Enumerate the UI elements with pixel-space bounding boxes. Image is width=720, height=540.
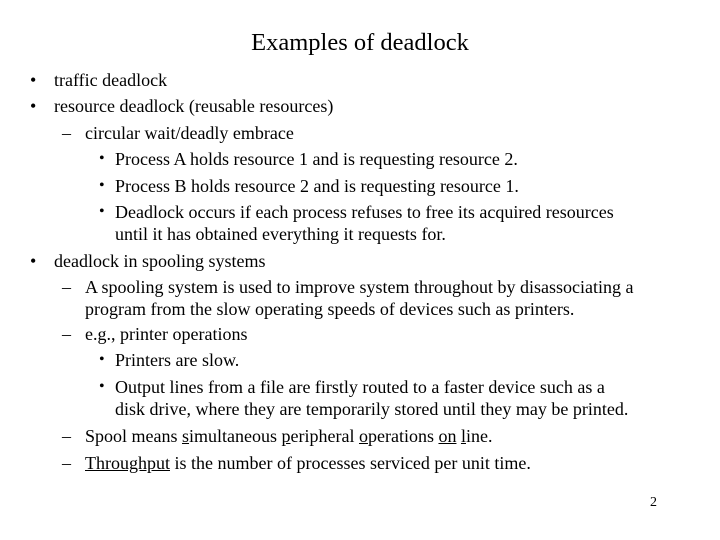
dash-icon: – — [62, 123, 71, 143]
bullet-icon: • — [99, 203, 105, 220]
bullet-icon: • — [99, 378, 105, 395]
list-item-resource-deadlock: resource deadlock (reusable resources) — [54, 96, 334, 116]
list-item-deadlock-occurs-line2: until it has obtained everything it requests for. — [115, 224, 446, 244]
list-item-circular-wait: circular wait/deadly embrace — [85, 123, 294, 143]
list-item-printers-slow: Printers are slow. — [115, 350, 240, 370]
list-item-output-lines-line1: Output lines from a file are firstly routed to a faster device such as a — [115, 377, 605, 397]
dash-icon: – — [62, 324, 71, 344]
bullet-icon: • — [30, 96, 37, 116]
slide-title: Examples of deadlock — [251, 29, 469, 56]
list-item-spooling-system-line2: program from the slow operating speeds of devices such as printers. — [85, 299, 575, 319]
list-item-process-b: Process B holds resource 2 and is requesting resource 1. — [115, 176, 519, 196]
list-item-spooling-deadlock: deadlock in spooling systems — [54, 251, 266, 271]
list-item-spool-means: Spool means simultaneous peripheral operations on line. — [85, 426, 493, 446]
page-number: 2 — [650, 495, 657, 510]
dash-icon: – — [62, 277, 71, 297]
dash-icon: – — [62, 426, 71, 446]
list-item-traffic-deadlock: traffic deadlock — [54, 70, 168, 90]
bullet-icon: • — [30, 251, 37, 271]
list-item-spooling-system-line1: A spooling system is used to improve system throughout by disassociating a — [85, 277, 634, 297]
list-item-deadlock-occurs-line1: Deadlock occurs if each process refuses to free its acquired resources — [115, 202, 614, 222]
list-item-printer-operations: e.g., printer operations — [85, 324, 248, 344]
bullet-icon: • — [99, 150, 105, 167]
bullet-icon: • — [99, 351, 105, 368]
bullet-icon: • — [99, 177, 105, 194]
list-item-output-lines-line2: disk drive, where they are temporarily stored until they may be printed. — [115, 399, 629, 419]
dash-icon: – — [62, 453, 71, 473]
list-item-process-a: Process A holds resource 1 and is requesting resource 2. — [115, 149, 518, 169]
list-item-throughput: Throughput is the number of processes serviced per unit time. — [85, 453, 531, 473]
bullet-icon: • — [30, 70, 37, 90]
